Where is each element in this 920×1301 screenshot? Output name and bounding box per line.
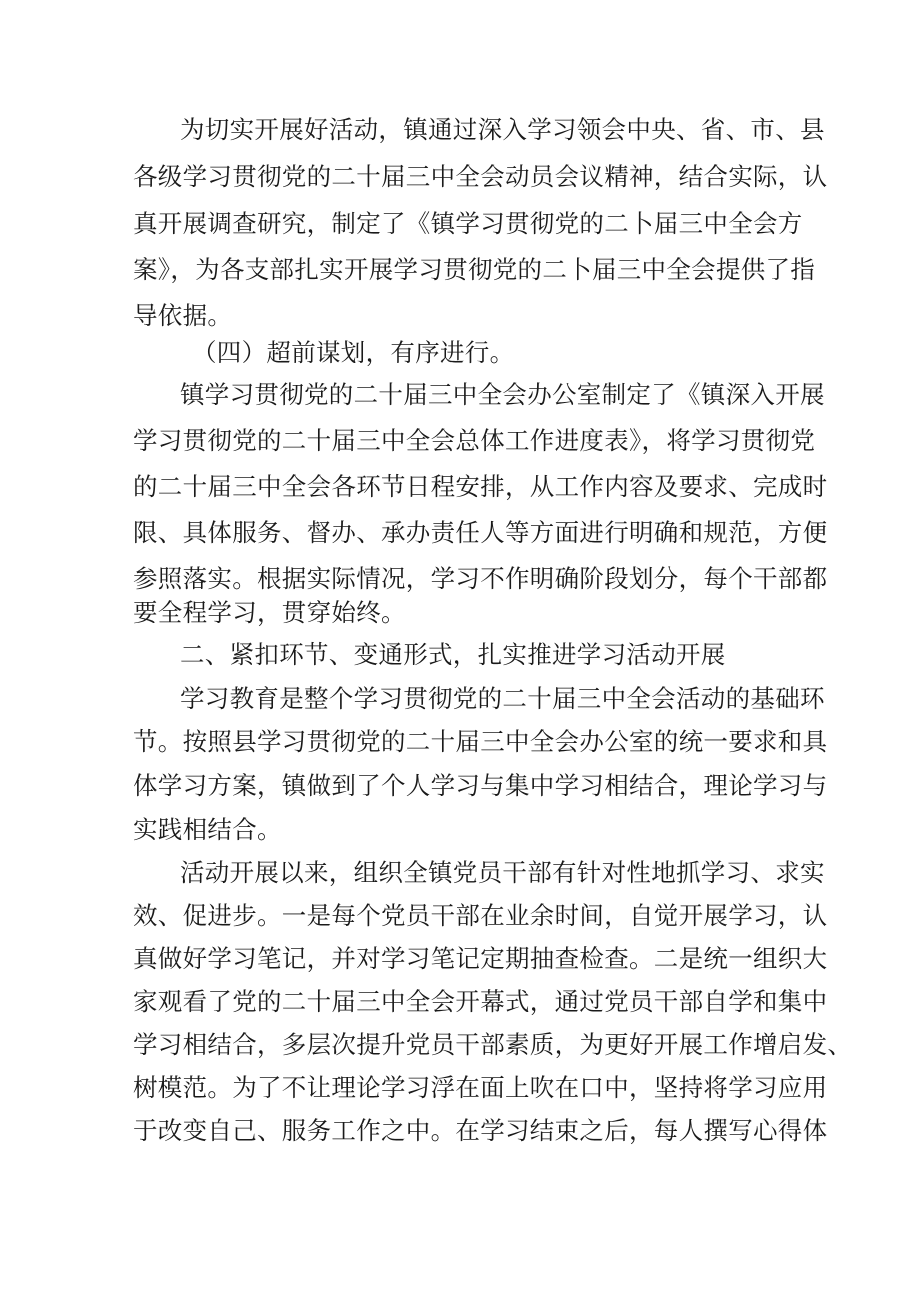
text-line: 导依据。 bbox=[133, 301, 233, 330]
text-line: 活动开展以来，组织全镇党员干部有针对性地抓学习、求实 bbox=[180, 858, 825, 887]
text-line: 节。按照县学习贯彻党的二十届三中全会办公室的统一要求和具 bbox=[133, 727, 828, 756]
text-line: 体学习方案，镇做到了个人学习与集中学习相结合，理论学习与 bbox=[133, 771, 828, 800]
text-line: 镇学习贯彻党的二十届三中全会办公室制定了《镇深入开展 bbox=[180, 380, 825, 409]
text-line: 真开展调查研究，制定了《镇学习贯彻党的二卜届三中全会方 bbox=[133, 209, 803, 238]
text-line: 家观看了党的二十届三中全会开幕式，通过党员干部自学和集中 bbox=[133, 987, 828, 1016]
text-line: 的二十届三中全会各环节日程安排，从工作内容及要求、完成时 bbox=[133, 472, 828, 501]
text-line: 效、促进步。一是每个党员干部在业余时间，自觉开展学习，认 bbox=[133, 901, 828, 930]
text-line: 实践相结合。 bbox=[133, 815, 282, 844]
text-line: 真做好学习笔记，并对学习笔记定期抽查检查。二是统一组织大 bbox=[133, 944, 828, 973]
text-line: 各级学习贯彻党的二十届三中全会动员会议精神，结合实际，认 bbox=[133, 162, 828, 191]
text-line: 于改变自己、服务工作之中。在学习结束之后，每人撰写心得体 bbox=[133, 1116, 828, 1145]
text-line: 学习教育是整个学习贯彻党的二十届三中全会活动的基础环 bbox=[180, 684, 825, 713]
text-line: 树模范。为了不让理论学习浮在面上吹在口中，坚持将学习应用 bbox=[133, 1073, 828, 1102]
text-line: 案》，为各支部扎实开展学习贯彻党的二卜届三中全会提供了指 bbox=[133, 255, 816, 284]
text-line: 限、具体服务、督办、承办责任人等方面进行明确和规范，方便 bbox=[133, 518, 828, 547]
section-heading: 二、紧扣环节、变通形式，扎实推进学习活动开展 bbox=[180, 640, 726, 669]
text-line: 参照落实。根据实际情况，学习不作明确阶段划分，每个干部都 bbox=[133, 564, 828, 593]
text-line: 为切实开展好活动，镇通过深入学习领会中央、省、市、县 bbox=[180, 115, 825, 144]
text-line: 学习相结合，多层次提升党员干部素质，为更好开展工作增启发、 bbox=[133, 1030, 853, 1059]
section-heading: （四）超前谋划，有序进行。 bbox=[192, 338, 515, 367]
text-line: 要全程学习，贯穿始终。 bbox=[133, 598, 406, 627]
text-line: 学习贯彻党的二十届三中全会总体工作进度表》，将学习贯彻党 bbox=[133, 426, 816, 455]
